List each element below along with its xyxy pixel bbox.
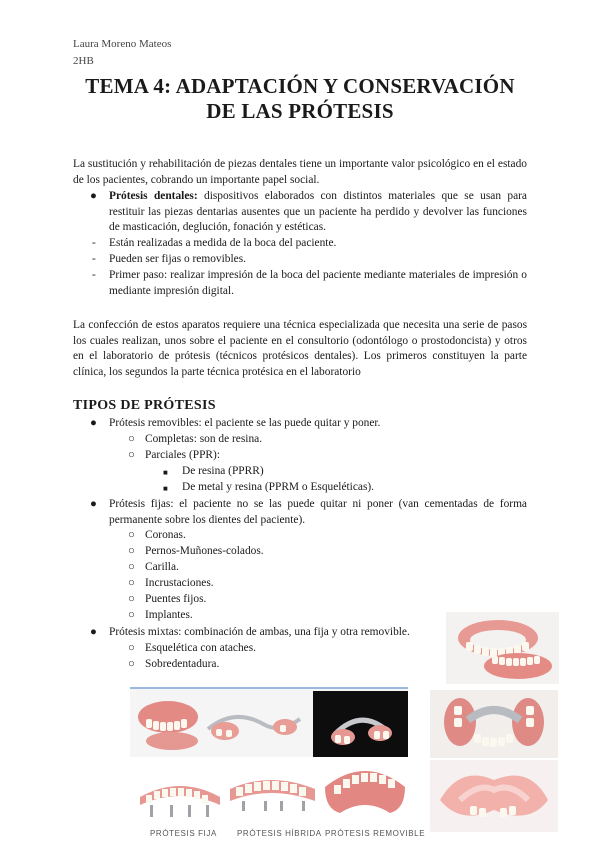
circle-symbol: ○ bbox=[128, 433, 135, 445]
fixed-sub-item: Incrustaciones. bbox=[145, 577, 214, 589]
caption-fixed: PRÓTESIS FIJA bbox=[150, 829, 217, 838]
mixed-sub-item: Esquelética con ataches. bbox=[145, 642, 257, 654]
skeletal-partial-photo bbox=[430, 690, 558, 758]
square-symbol: ■ bbox=[163, 484, 168, 493]
dash-item: Pueden ser fijas o removibles. bbox=[109, 253, 246, 265]
dash-item: Primer paso: realizar impresión de la boca del paciente mediante materiales de impresión o mediante impresión digital. bbox=[109, 269, 527, 297]
circle-symbol: ○ bbox=[128, 658, 135, 670]
circle-symbol: ○ bbox=[128, 449, 135, 461]
bullet-symbol: ● bbox=[90, 498, 97, 510]
dash-symbol: - bbox=[92, 269, 96, 281]
removable-sub-item: Parciales (PPR): bbox=[145, 449, 220, 461]
types-heading: TIPOS DE PRÓTESIS bbox=[73, 398, 216, 413]
dash-item: Están realizadas a medida de la boca del paciente. bbox=[109, 237, 337, 249]
title-line-2: DE LAS PRÓTESIS bbox=[206, 99, 394, 123]
fixed-sub-item: Coronas. bbox=[145, 529, 186, 541]
circle-symbol: ○ bbox=[128, 593, 135, 605]
mixed-item: Prótesis mixtas: combinación de ambas, una fija y otra removible. bbox=[109, 626, 410, 638]
circle-symbol: ○ bbox=[128, 609, 135, 621]
caption-hybrid: PRÓTESIS HÍBRIDA bbox=[237, 829, 322, 838]
dash-symbol: - bbox=[92, 253, 96, 265]
circle-symbol: ○ bbox=[128, 642, 135, 654]
bullet-symbol: ● bbox=[90, 626, 97, 638]
removable-sub-item: Completas: son de resina. bbox=[145, 433, 263, 445]
implant-types-photo bbox=[130, 757, 408, 827]
circle-symbol: ○ bbox=[128, 577, 135, 589]
partial-sub-item: De metal y resina (PPRM o Esqueléticas). bbox=[182, 481, 375, 493]
circle-symbol: ○ bbox=[128, 545, 135, 557]
mixed-sub-item: Sobredentadura. bbox=[145, 658, 220, 670]
removable-item: Prótesis removibles: el paciente se las puede quitar y poner. bbox=[109, 417, 381, 429]
group-label: 2HB bbox=[73, 55, 94, 67]
flexible-denture-photo bbox=[430, 760, 558, 832]
dental-prosthesis-item bbox=[109, 189, 527, 236]
complete-denture-photo bbox=[446, 612, 559, 684]
page-title bbox=[40, 74, 560, 124]
fixed-sub-item: Puentes fijos. bbox=[145, 593, 207, 605]
circle-symbol: ○ bbox=[128, 561, 135, 573]
caption-removable: PRÓTESIS REMOVIBLE bbox=[325, 829, 426, 838]
bullet-symbol: ● bbox=[90, 417, 97, 429]
bullet-symbol: ● bbox=[90, 190, 97, 202]
circle-symbol: ○ bbox=[128, 529, 135, 541]
process-paragraph: La confección de estos aparatos requiere una técnica especializada que necesita una serie de pasos los cuales realizan, unos sobre el paciente en el consultorio (odontólogo o prostodoncista) y otros en el laboratorio de prótesis (técnicos protésicos dentales). Los primeros constituyen la parte clínica, los segundos la parte técnica protésica en el laboratorio bbox=[73, 319, 527, 378]
fixed-sub-item: Carilla. bbox=[145, 561, 179, 573]
square-symbol: ■ bbox=[163, 468, 168, 477]
dental-prosthesis-definition: dispositivos elaborados con distintos materiales que se usan para restituir las piezas dentarias ausentes que un paciente ha perdido y devolver las funciones de masticación, deglución, fonación y estéticas. bbox=[109, 190, 527, 233]
fixed-sub-item: Implantes. bbox=[145, 609, 193, 621]
prosthesis-collage-top bbox=[130, 687, 408, 757]
title-line-1: TEMA 4: ADAPTACIÓN Y CONSERVACIÓN bbox=[85, 74, 515, 98]
author-name: Laura Moreno Mateos bbox=[73, 38, 172, 50]
dental-prosthesis-term: Prótesis dentales: bbox=[109, 190, 198, 202]
dash-symbol: - bbox=[92, 237, 96, 249]
fixed-item: Prótesis fijas: el paciente no se las puede quitar ni poner (van cementadas de forma permanente sobre los dientes del paciente). bbox=[109, 498, 527, 526]
partial-sub-item: De resina (PPRR) bbox=[182, 465, 264, 477]
intro-paragraph: La sustitución y rehabilitación de piezas dentales tiene un importante valor psicológico en el estado de los pacientes, cobrando un importante papel social. bbox=[73, 158, 527, 186]
fixed-sub-item: Pernos-Muñones-colados. bbox=[145, 545, 264, 557]
